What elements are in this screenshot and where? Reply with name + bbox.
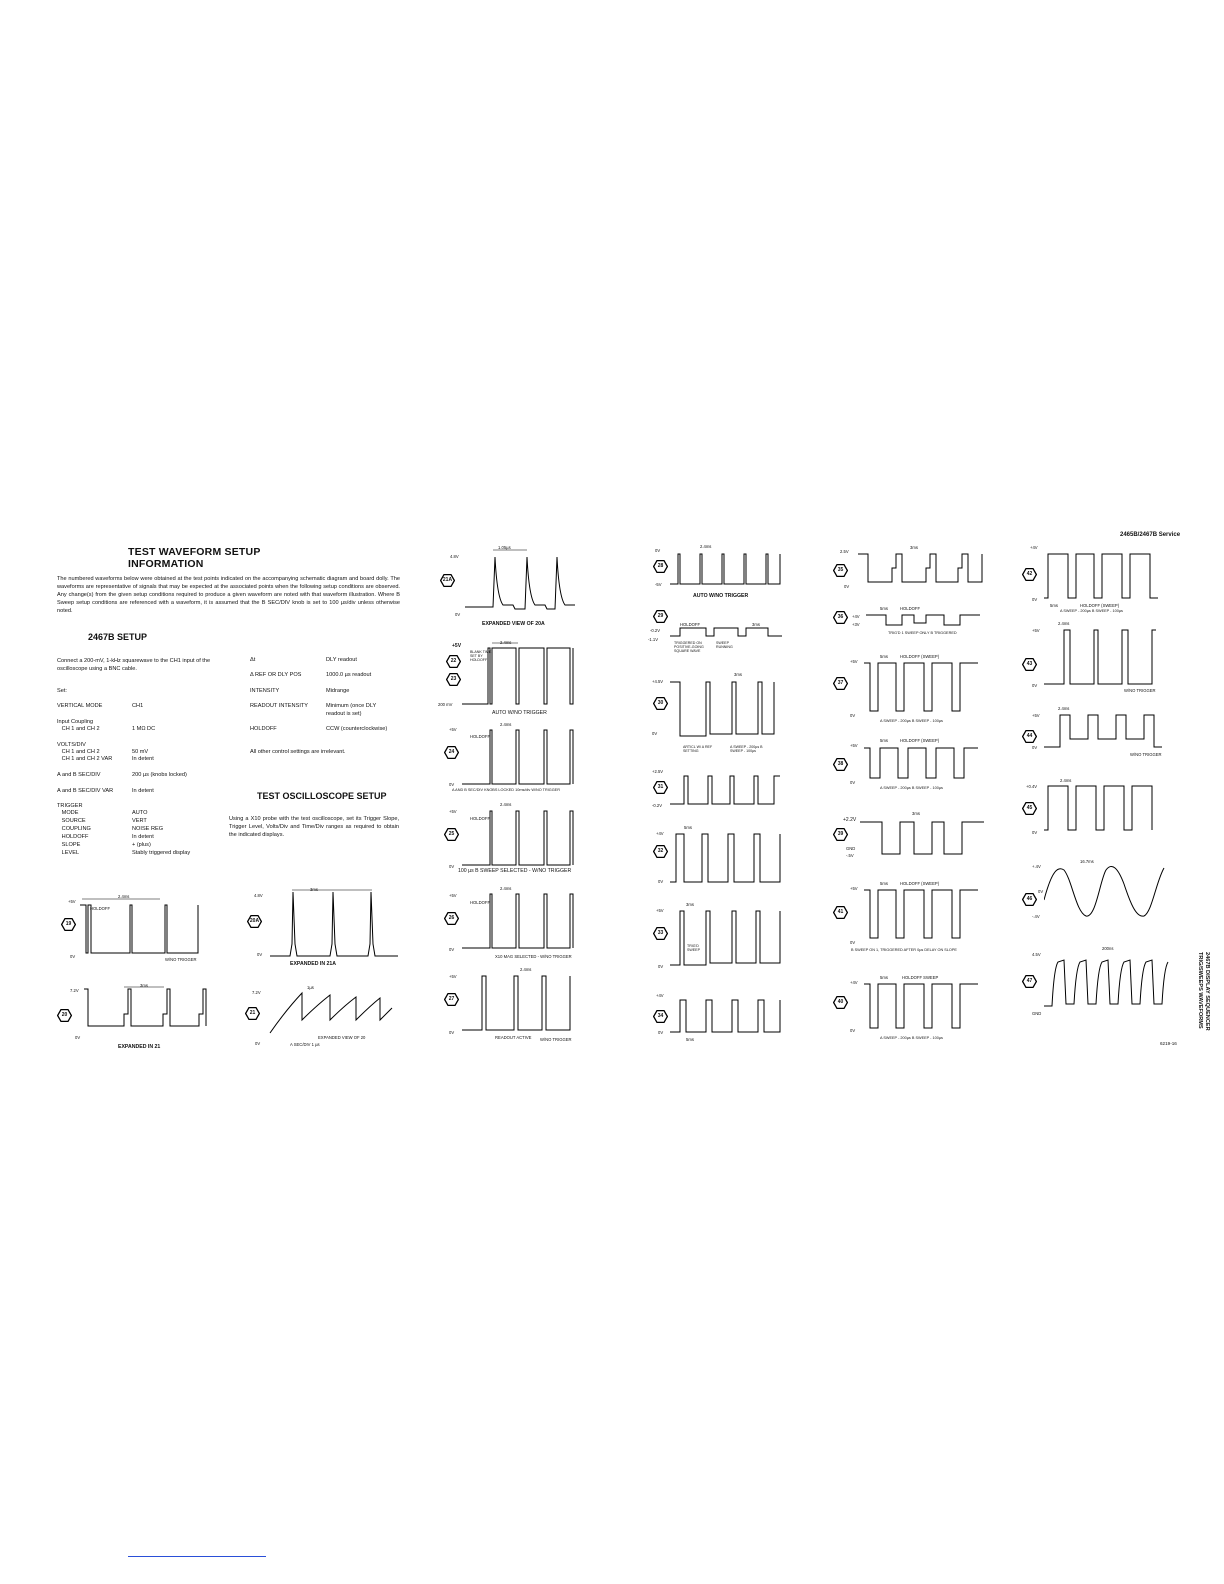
voltage-label: 0V <box>658 964 664 969</box>
intro-paragraph: The numbered waveforms below were obtained at the test points indicated on the accompanying schematic diagram and board dolly. The waveforms are representative of signals that may be expected at the associated points when the following setup conditions are observed. Any change(s) from the given setup conditions required to produce a given waveform are noted with that waveform illustration. Where B Sweep setup conditions are referenced with a waveform, it is assumed that the B SEC/DIV knob is set to 100 µs/div unless otherwise noted. <box>57 576 400 614</box>
holdoff-label: HOLDOFF (SWEEP) <box>900 738 940 743</box>
voltage-label: +5V <box>1032 628 1040 633</box>
voltage-label: +5V <box>850 659 858 664</box>
time-label: 2.4ms <box>500 802 512 807</box>
trigger-note: TRIGGERED ON POSITIVE-GOING SQUARE WAVE <box>674 641 704 653</box>
side-title: 2467B DISPLAY SEQUENCER TRIG/SWEEPS WAVEFORMS <box>1197 952 1210 1031</box>
time-label: 3ms <box>140 983 148 988</box>
setting-value: Minimum (once DLY readout is set) <box>326 703 377 717</box>
voltage-label: 4.8V <box>254 893 263 898</box>
voltage-label: 0V <box>655 548 661 553</box>
voltage-label: 200 mV <box>438 702 453 707</box>
waveform-24-trace <box>462 722 580 788</box>
setting-key: CH 1 and CH 2 <box>57 726 100 732</box>
waveform-47-trace <box>1044 948 1172 1014</box>
voltage-label: +4V <box>850 980 858 985</box>
waveform-caption: EXPANDED IN 21A <box>290 961 337 967</box>
voltage-label: +5V <box>656 908 664 913</box>
holdoff-label: HOLDOFF <box>470 900 491 905</box>
waveform-45-marker: 45 <box>1022 802 1037 815</box>
time-label: 2.4ms <box>700 544 712 549</box>
waveform-45-trace <box>1044 780 1164 836</box>
voltage-label: 0V <box>1032 597 1038 602</box>
waveform-35-marker: 35 <box>833 564 848 577</box>
waveform-32-trace <box>670 826 785 888</box>
waveform-33-trace <box>670 903 785 969</box>
time-label: 3ms <box>310 887 318 892</box>
waveform-34-marker: 34 <box>653 1010 668 1023</box>
waveform-44-trace <box>1044 709 1164 751</box>
voltage-label: +5V <box>449 727 457 732</box>
setting-key: LEVEL <box>57 850 80 856</box>
time-label: 1µs <box>307 985 314 990</box>
waveform-39-marker: 39 <box>833 828 848 841</box>
voltage-label: -0.2V <box>652 803 663 808</box>
voltage-label: 0V <box>449 864 455 869</box>
setup-title: 2467B SETUP <box>88 632 148 642</box>
waveform-29-trace <box>670 620 785 642</box>
time-label: 3ms <box>734 672 742 677</box>
sweep-note: SWEEP RUNNING <box>716 641 733 649</box>
voltage-label: -0.2V <box>650 628 661 633</box>
time-label: 2.4ms <box>1058 706 1070 711</box>
setting-value: 200 µs (knobs locked) <box>132 772 187 778</box>
voltage-label: 0V <box>1032 745 1038 750</box>
waveform-21a-trace <box>465 547 580 617</box>
sweep-note: TRIG'D 1 SWEEP ONLY B TRIGGERED <box>888 631 957 635</box>
holdoff-label: HOLDOFF (SWEEP) <box>900 654 940 659</box>
setting-key: Δt <box>250 657 256 663</box>
waveform-32-marker: 32 <box>653 845 668 858</box>
voltage-label: +5V <box>449 974 457 979</box>
voltage-label: GND <box>1032 1011 1042 1016</box>
time-label: 2.4ms <box>500 722 512 727</box>
voltage-label: 0V <box>1032 830 1038 835</box>
holdoff-label: HOLDOFF <box>470 816 491 821</box>
holdoff-label: HOLDOFF (SWEEP) <box>900 881 940 886</box>
waveform-caption: W/NO TRIGGER <box>165 957 197 962</box>
waveform-31-trace <box>670 770 785 810</box>
time-label: 2.4ms <box>1058 621 1070 626</box>
waveform-21-marker: 21 <box>245 1007 260 1020</box>
voltage-label: 0V <box>850 780 856 785</box>
waveform-caption: AUTO W/NO TRIGGER <box>693 593 749 599</box>
waveform-46-trace <box>1044 860 1169 922</box>
time-label: 5ms <box>880 738 888 743</box>
voltage-label: 0V <box>449 947 455 952</box>
time-label: 5ms <box>880 975 888 980</box>
waveform-19-marker: 19 <box>61 918 76 931</box>
setting-value: VERT <box>132 818 147 824</box>
setting-value: 1000.0 µs readout <box>326 672 372 678</box>
waveform-caption: AUTO W/NO TRIGGER <box>492 710 547 716</box>
waveform-caption: 100 µs B SWEEP SELECTED - W/NO TRIGGER <box>458 868 572 874</box>
waveform-26-trace <box>462 886 580 952</box>
setting-value: In detent <box>132 834 154 840</box>
setting-key: READOUT INTENSITY <box>250 703 309 709</box>
voltage-label: GND <box>846 846 856 851</box>
waveform-40-marker: 40 <box>833 996 848 1009</box>
time-label: 2.4ms <box>118 894 130 899</box>
waveform-31-marker: 31 <box>653 781 668 794</box>
waveform-41-marker: 41 <box>833 906 848 919</box>
voltage-label: 4.8V <box>450 554 459 559</box>
waveform-38-trace <box>864 740 984 784</box>
waveform-20a-trace <box>270 888 400 960</box>
setting-key: COUPLING <box>57 826 91 832</box>
page-title: TEST WAVEFORM SETUP INFORMATION <box>128 546 261 570</box>
waveform-42-marker: 42 <box>1022 568 1037 581</box>
waveform-40-trace <box>864 976 984 1034</box>
voltage-label: 0V <box>658 1030 664 1035</box>
waveform-25-trace <box>462 803 580 869</box>
setting-value: Midrange <box>326 688 350 694</box>
waveform-26-marker: 26 <box>444 912 459 925</box>
waveform-47-marker: 47 <box>1022 975 1037 988</box>
figure-number: 6219-16 <box>1160 1041 1177 1046</box>
waveform-caption: X10 MAG SELECTED - W/NO TRIGGER <box>495 954 572 959</box>
time-label: 5ms <box>880 606 888 611</box>
sweep-note: A SWEEP - 200µs B SWEEP - 100µs <box>880 719 943 723</box>
sweep-note: A SWEEP - 200µs B SWEEP - 100µs <box>1060 609 1123 613</box>
setting-key: Δ REF OR DLY POS <box>250 672 302 678</box>
waveform-38-marker: 38 <box>833 758 848 771</box>
service-header: 2465B/2467B Service <box>1120 532 1181 538</box>
voltage-label: +4V <box>1030 545 1038 550</box>
voltage-label: 0V <box>844 584 850 589</box>
setting-key: MODE <box>57 810 79 816</box>
time-label: 3ms <box>910 545 918 550</box>
setting-key: A and B SEC/DIV VAR <box>57 788 114 794</box>
setting-value: Stably triggered display <box>132 850 191 856</box>
voltage-label: 7.2V <box>70 988 79 993</box>
time-label: 3ms <box>686 902 694 907</box>
setting-key: Input Coupling <box>57 719 94 725</box>
holdoff-label: HOLDOFF <box>680 622 701 627</box>
time-label: 3ms <box>752 622 760 627</box>
voltage-label: +.4V <box>1032 864 1041 869</box>
waveform-22-trace <box>462 640 580 708</box>
setting-key: SLOPE <box>57 842 81 848</box>
voltage-label: +5V <box>452 643 462 649</box>
voltage-label: -5V <box>655 582 662 587</box>
waveform-24-marker: 24 <box>444 746 459 759</box>
waveform-41-trace <box>864 882 984 944</box>
voltage-label: 0V <box>75 1035 81 1040</box>
voltage-label: +0.4V <box>1026 784 1038 789</box>
waveform-46-marker: 46 <box>1022 893 1037 906</box>
setting-value: + (plus) <box>132 842 151 848</box>
voltage-label: +5V <box>1032 713 1040 718</box>
setting-value: AUTO <box>132 810 148 816</box>
sweep-note: A SWEEP - 200µs B SWEEP - 100µs <box>880 1036 943 1040</box>
time-label: 5ms <box>1050 603 1058 608</box>
voltage-label: 0V <box>850 713 856 718</box>
waveform-44-marker: 44 <box>1022 730 1037 743</box>
setting-key: CH 1 and CH 2 <box>57 749 100 755</box>
waveform-43-marker: 43 <box>1022 658 1037 671</box>
time-label: 200ns <box>1102 946 1114 951</box>
voltage-label: +5V <box>449 893 457 898</box>
voltage-label: +5V <box>850 886 858 891</box>
waveform-25-marker: 25 <box>444 828 459 841</box>
voltage-label: +5V <box>68 899 76 904</box>
voltage-label: 0V <box>449 1030 455 1035</box>
time-label: 1.05µs <box>498 545 511 550</box>
voltage-label: +3V <box>852 622 860 627</box>
setting-value: In detent <box>132 788 154 794</box>
waveform-37-marker: 37 <box>833 677 848 690</box>
connect-text: Connect a 200-mV, 1-kHz squarewave to the CH1 input of the oscilloscope using a BNC cable. <box>57 658 211 672</box>
voltage-label: 0V <box>257 952 263 957</box>
setting-key: VERTICAL MODE <box>57 703 103 709</box>
waveform-23-marker: 23 <box>446 673 461 686</box>
artifact-note: ARTICL W/ A REF SETTING <box>683 745 713 753</box>
holdoff-label: HOLDOFF <box>90 906 111 911</box>
holdoff-label: HOLDOFF SWEEP <box>902 975 939 980</box>
waveform-21-trace <box>268 988 396 1038</box>
voltage-label: -1.1V <box>648 637 659 642</box>
time-label: 2.4ms <box>500 886 512 891</box>
voltage-label: +4V <box>852 614 860 619</box>
waveform-28-marker: 28 <box>653 560 668 573</box>
test-title: TEST OSCILLOSCOPE SETUP <box>257 791 387 801</box>
voltage-label: 0V <box>1032 683 1038 688</box>
voltage-label: 0V <box>850 940 856 945</box>
holdoff-label: HOLDOFF <box>470 734 491 739</box>
waveform-19-trace <box>80 893 200 958</box>
sweep-note: B SWEEP ON 1, TRIGGERED AFTER 0µs DELAY ON SLOPE <box>851 948 957 952</box>
voltage-label: 0V <box>70 954 76 959</box>
voltage-label: +5V <box>850 743 858 748</box>
setting-key: TRIGGER <box>57 803 83 809</box>
footer-link-line <box>128 1556 266 1557</box>
waveform-caption: EXPANDED VIEW OF 20 <box>318 1035 366 1040</box>
waveform-35-trace <box>858 548 988 588</box>
waveform-caption: A SEC/DIV 1 µs <box>290 1042 320 1047</box>
voltage-label: 0V <box>449 782 455 787</box>
waveform-caption: W/NO TRIGGER <box>540 1037 572 1042</box>
waveform-29-marker: 29 <box>653 610 668 623</box>
readout-label: READOUT ACTIVE <box>495 1035 532 1040</box>
voltage-label: -.4V <box>1032 914 1040 919</box>
voltage-label: -.5V <box>846 853 854 858</box>
waveform-43-trace <box>1044 624 1164 688</box>
time-label: 2.4ms <box>1060 778 1072 783</box>
voltage-label: 0V <box>255 1041 261 1046</box>
set-label: Set: <box>57 688 67 694</box>
waveform-27-trace <box>462 968 580 1034</box>
voltage-label: 4.5V <box>1032 952 1041 957</box>
waveform-30-trace <box>670 676 780 746</box>
waveform-caption: EXPANDED IN 21 <box>118 1044 161 1050</box>
voltage-label: +2.5V <box>652 769 664 774</box>
setting-key: HOLDOFF <box>250 726 277 732</box>
setting-value: 50 mV <box>132 749 149 755</box>
setting-key: HOLDOFF <box>57 834 89 840</box>
test-text: Using a X10 probe with the test oscilloscope, set its Trigger Slope, Trigger Level, Volts/Div and Time/Div ranges as required to obtain the indicated displays. <box>229 816 399 838</box>
voltage-label: 0V <box>1038 889 1044 894</box>
waveform-20a-marker: 20A <box>247 915 262 928</box>
setting-key: A and B SEC/DIV <box>57 772 101 778</box>
waveform-37-trace <box>864 655 984 717</box>
time-label: 2.4ms <box>520 967 532 972</box>
waveform-27-marker: 27 <box>444 993 459 1006</box>
holdoff-label: HOLDOFF <box>900 606 921 611</box>
waveform-42-trace <box>1044 548 1164 604</box>
time-label: 5ms <box>686 1037 694 1042</box>
sweep-note: A SWEEP - 200µs B SWEEP - 100µs <box>880 786 943 790</box>
time-label: 3ms <box>912 811 920 816</box>
holdoff-label: HOLDOFF (SWEEP) <box>1080 603 1120 608</box>
waveform-22-marker: 22 <box>446 655 461 668</box>
waveform-36-marker: 36 <box>833 611 848 624</box>
waveform-39-trace <box>860 812 990 860</box>
setting-value: NOISE REG <box>132 826 164 832</box>
voltage-label: 2.5V <box>840 549 849 554</box>
waveform-20-trace <box>84 984 209 1039</box>
voltage-label: +4V <box>656 993 664 998</box>
waveform-20-marker: 20 <box>57 1009 72 1022</box>
waveform-caption: EXPANDED VIEW OF 20A <box>482 621 545 627</box>
waveform-caption: W/NO TRIGGER <box>1124 688 1156 693</box>
waveform-caption: A AND B SEC/DIV KNOBS LOCKED 10ms/div W/NO TRIGGER <box>452 788 560 792</box>
time-label: 16.7ms <box>1080 859 1094 864</box>
setting-value: DLY readout <box>326 657 357 663</box>
waveform-34-trace <box>670 992 785 1036</box>
sweep-note: A SWEEP - 200µs B SWEEP - 100µs <box>730 745 763 753</box>
waveform-caption: W/NO TRIGGER <box>1130 752 1162 757</box>
voltage-label: 0V <box>658 879 664 884</box>
setting-key: INTENSITY <box>250 688 280 694</box>
waveform-33-marker: 33 <box>653 927 668 940</box>
waveform-30-marker: 30 <box>653 697 668 710</box>
voltage-label: 0V <box>850 1028 856 1033</box>
time-label: 5ms <box>880 654 888 659</box>
time-label: 5ms <box>880 881 888 886</box>
irrelevant-note: All other control settings are irrelevant. <box>250 749 346 755</box>
waveform-36-trace <box>866 611 986 631</box>
time-label: 5ms <box>684 825 692 830</box>
voltage-label: +2.2V <box>843 817 857 823</box>
voltage-label: +4V <box>656 831 664 836</box>
setting-key: CH 1 and CH 2 VAR <box>57 756 113 762</box>
time-label: 2.4ms <box>500 640 512 645</box>
setting-value: CCW (counterclockwise) <box>326 726 388 732</box>
voltage-label: 0V <box>652 731 658 736</box>
voltage-label: +4.5V <box>652 679 664 684</box>
setting-value: 1 MΩ DC <box>132 726 156 732</box>
waveform-21a-marker: 21A <box>440 574 455 587</box>
triggered-note: TRIG'D SWEEP <box>687 944 700 952</box>
setting-value: CH1 <box>132 703 144 709</box>
voltage-label: +5V <box>449 809 457 814</box>
waveform-28-trace <box>670 548 785 590</box>
voltage-label: 7.2V <box>252 990 261 995</box>
blank-time-label: BLANK TIME SET BY HOLDOFF <box>470 650 492 662</box>
setting-key: SOURCE <box>57 818 86 824</box>
setting-value: In detent <box>132 756 154 762</box>
voltage-label: 0V <box>455 612 461 617</box>
setting-key: VOLTS/DIV <box>57 742 86 748</box>
